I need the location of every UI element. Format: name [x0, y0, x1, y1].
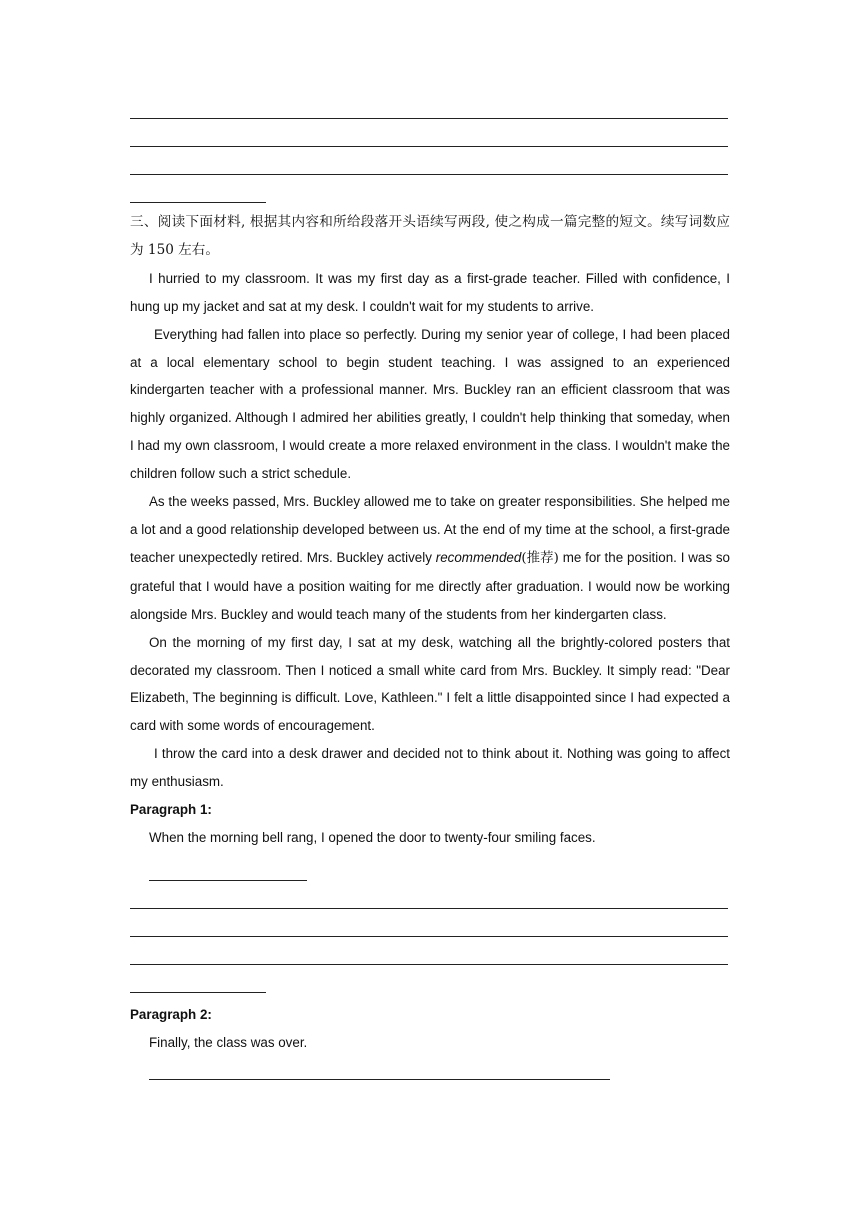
paragraph-1-answer-lines	[130, 852, 730, 993]
story-paragraph-5: I throw the card into a desk drawer and decided not to think about it. Nothing was going to affect my enthusiasm.	[130, 746, 730, 790]
story-paragraph-1: I hurried to my classroom. It was my first day as a first-grade teacher. Filled with confidence, I hung up my jacket and sat at my desk. I couldn't wait for my students to arrive.	[130, 270, 730, 314]
answer-line-short	[130, 202, 266, 203]
paragraph-2-heading: Paragraph 2:	[130, 1006, 212, 1022]
paragraph-2-opener: Finally, the class was over.	[149, 1034, 308, 1050]
story-paragraph-2: Everything had fallen into place so perfectly. During my senior year of college, I had been placed at a local elementary school to begin student teaching. I was assigned to an experienced kindergarten teacher with a professional manner. Mrs. Buckley ran an efficient classroom that was highly organized. Although I admired her abilities greatly, I couldn't help thinking that someday, when I had my own classroom, I would create a more relaxed environment in the class. I wouldn't make the children follow such a strict schedule.	[130, 326, 730, 482]
answer-line-short[interactable]	[130, 992, 266, 993]
paragraph-2-answer-lines	[130, 1057, 730, 1080]
story-paragraph-4: On the morning of my first day, I sat at my desk, watching all the brightly-colored posters that decorated my classroom. Then I noticed a small white card from Mrs. Buckley. It simply read: "Dear Elizabeth, The beginning is difficult. Love, Kathleen." I felt a little disappointed since I had expected a card with some words of encouragement.	[130, 634, 730, 734]
task-instruction: 三、阅读下面材料, 根据其内容和所给段落开头语续写两段, 使之构成一篇完整的短文。续写词数应为 150 左右。	[130, 214, 730, 258]
answer-line-indented[interactable]	[149, 1079, 610, 1080]
paragraph-1-heading: Paragraph 1:	[130, 802, 212, 818]
italic-term: recommended	[435, 549, 522, 565]
worksheet-page	[130, 102, 730, 1080]
paragraph-1-opener: When the morning bell rang, I opened the door to twenty-four smiling faces.	[149, 829, 596, 845]
top-answer-lines	[130, 102, 730, 203]
story-paragraph-3: As the weeks passed, Mrs. Buckley allowed me to take on greater responsibilities. She helped me a lot and a good relationship developed between us. At the end of my time at the school, a first-grade teacher unexpectedly retired. Mrs. Buckley actively recommended(推荐) me for the position. I was so grateful that I would have a position waiting for me directly after graduation. I would now be working alongside Mrs. Buckley and would teach many of the students from her kindergarten class.	[130, 494, 731, 622]
